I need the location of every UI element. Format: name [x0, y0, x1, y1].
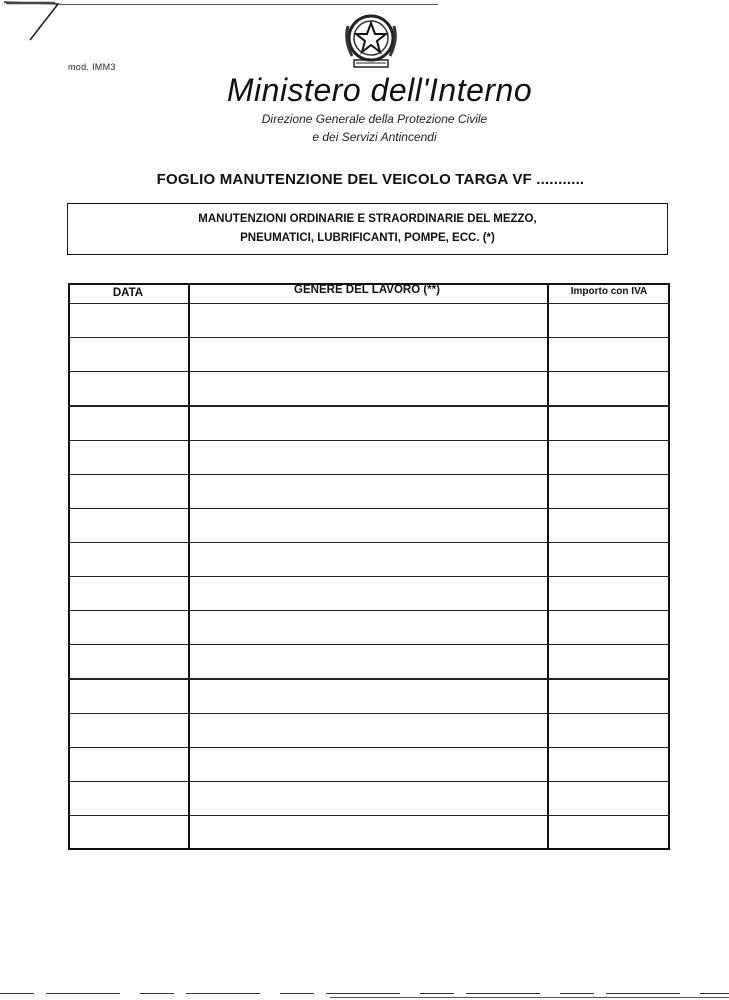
table-row [68, 815, 670, 816]
table-row [68, 371, 670, 372]
table-row [68, 576, 670, 577]
column-divider-2 [547, 283, 549, 849]
table-row [68, 474, 670, 475]
scan-corner-mark [0, 0, 90, 45]
table-row [68, 781, 670, 782]
sheet-title-text: FOGLIO MANUTENZIONE DEL VEICOLO TARGA VF ........... [156, 171, 585, 188]
table-row [68, 405, 670, 406]
table-left-border [68, 283, 70, 849]
table-bottom-border [68, 848, 670, 850]
ministry-title: Ministero dell'Interno [226, 72, 533, 108]
column-divider-1 [188, 283, 190, 849]
info-box-line-1: MANUTENZIONI ORDINARIE E STRAORDINARIE DEL MEZZO, [198, 213, 537, 225]
info-box [67, 203, 668, 255]
table-row [68, 542, 670, 543]
italian-republic-emblem-icon [340, 8, 402, 72]
column-header-data: DATA [112, 287, 144, 299]
column-header-importo: Importo con IVA [570, 286, 648, 297]
column-header-genere: GENERE DEL LAVORO (**) [294, 284, 440, 296]
table-row [68, 678, 670, 679]
scan-bottom-line [0, 993, 729, 994]
table-row [68, 747, 670, 748]
form-code: mod. IMM3 [68, 62, 116, 72]
table-row [68, 610, 670, 611]
scan-bottom-line-2 [330, 997, 729, 998]
table-row [68, 713, 670, 714]
sheet-title [0, 171, 729, 188]
direzione-block [0, 110, 729, 146]
table-row [68, 440, 670, 441]
maintenance-table [68, 283, 670, 849]
table-right-border [668, 283, 670, 849]
direzione-line-1: Direzione Generale della Protezione Civile [261, 112, 488, 126]
direzione-line-2: e dei Servizi Antincendi [312, 130, 437, 144]
info-box-line-2: PNEUMATICI, LUBRIFICANTI, POMPE, ECC. (*) [240, 232, 495, 244]
table-row [68, 337, 670, 338]
table-row [68, 644, 670, 645]
scan-top-line [58, 4, 438, 5]
table-row [68, 508, 670, 509]
ministry-header [0, 72, 729, 109]
table-row [68, 303, 670, 304]
